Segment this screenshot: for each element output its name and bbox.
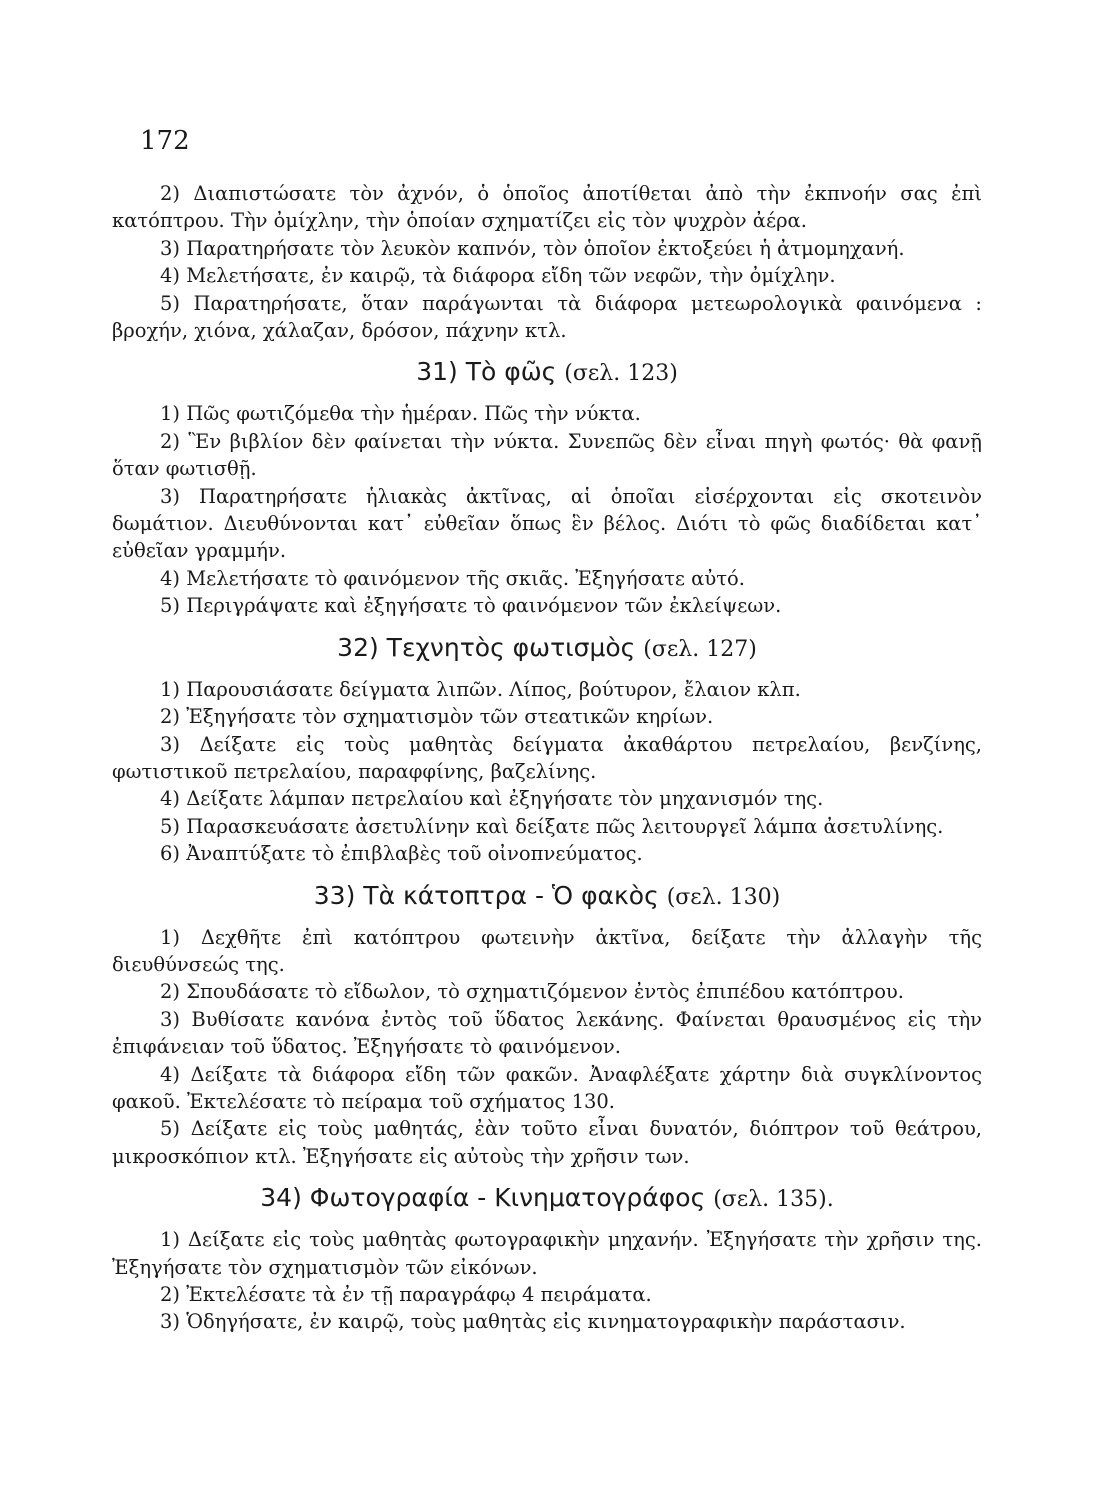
section-heading xyxy=(112,632,982,666)
list-item: 5) Περιγράψατε καὶ ἐξηγήσατε τὸ φαινόμενον τῶν ἐκλείψεων. xyxy=(160,594,782,618)
list-item: 5) Παρατηρήσατε, ὅταν παράγωνται τὰ διάφορα μετεωρολογικὰ φαινόμενα : βροχήν, χιόνα, χάλαζαν, δρόσον, πάχνην κτλ. xyxy=(112,291,982,343)
intro-list xyxy=(112,180,982,344)
section-31 xyxy=(112,356,982,619)
list-item: 5) Παρασκευάσατε ἀσετυλίνην καὶ δείξατε πῶς λειτουργεῖ λάμπα ἀσετυλίνης. xyxy=(160,814,944,838)
list-item: 4) Δείξατε τὰ διάφορα εἴδη τῶν φακῶν. Ἀναφλέξατε χάρτην διὰ συγκλίνοντος φακοῦ. Ἐκτελέσατε τὸ πείραμα τοῦ σχήματος 130. xyxy=(112,1062,982,1113)
section-heading xyxy=(112,880,982,914)
section-heading xyxy=(112,1182,982,1216)
section-page-ref: (σελ. 135). xyxy=(713,1187,834,1213)
list-item: 1) Δεχθῆτε ἐπὶ κατόπτρου φωτεινὴν ἀκτῖνα, δείξατε τὴν ἀλλαγὴν τῆς διευθύνσεώς της. xyxy=(112,925,982,976)
list-item: 2) Ἐκτελέσατε τὰ ἐν τῇ παραγράφῳ 4 πειράματα. xyxy=(160,1283,652,1306)
list-item: 2) Ἐξηγήσατε τὸν σχηματισμὸν τῶν στεατικῶν κηρίων. xyxy=(160,705,714,729)
list-item: 4) Μελετήσατε, ἐν καιρῷ, τὰ διάφορα εἴδη τῶν νεφῶν, τὴν ὀμίχλην. xyxy=(160,264,836,288)
list-item: 2) Διαπιστώσατε τὸν ἀχνόν, ὁ ὁποῖος ἀποτίθεται ἀπὸ τὴν ἐκπνοήν σας ἐπὶ κατόπτρου. Τὴν ὀμίχλην, τὴν ὁποίαν σχηματίζει εἰς τὸν ψυχρὸν ἀέρα. xyxy=(112,182,982,233)
list-item: 1) Πῶς φωτιζόμεθα τὴν ἡμέραν. Πῶς τὴν νύκτα. xyxy=(160,402,641,426)
section-32 xyxy=(112,632,982,868)
section-34 xyxy=(112,1182,982,1336)
section-page-ref: (σελ. 130) xyxy=(666,884,781,910)
list-item: 6) Ἀναπτύξατε τὸ ἐπιβλαβὲς τοῦ οἰνοπνεύματος. xyxy=(160,842,643,866)
section-title: 34) Φωτογραφία - Κινηματογράφος xyxy=(260,1183,706,1213)
list-item: 3) Βυθίσατε κανόνα ἐντὸς τοῦ ὕδατος λεκάνης. Φαίνεται θραυσμένος εἰς τὴν ἐπιφάνειαν τοῦ ὕδατος. Ἐξηγήσατε τὸ φαινόμενον. xyxy=(112,1007,982,1059)
list-item: 1) Δείξατε εἰς τοὺς μαθητὰς φωτογραφικὴν μηχανήν. Ἐξηγήσατε τὴν χρῆσιν της. Ἐξηγήσατε τὸν σχηματισμὸν τῶν εἰκόνων. xyxy=(112,1228,982,1279)
section-title: 31) Τὸ φῶς xyxy=(416,357,557,387)
section-title: 33) Τὰ κάτοπτρα - Ὁ φακὸς xyxy=(313,880,659,910)
list-item: 4) Δείξατε λάμπαν πετρελαίου καὶ ἐξηγήσατε τὸν μηχανισμόν της. xyxy=(160,787,824,811)
list-item: 3) Ὁδηγήσατε, ἐν καιρῷ, τοὺς μαθητὰς εἰς κινηματογραφικὴν παράστασιν. xyxy=(160,1310,906,1334)
list-item: 2) Σπουδάσατε τὸ εἴδωλον, τὸ σχηματιζόμενον ἐντὸς ἐπιπέδου κατόπτρου. xyxy=(160,980,904,1004)
section-title: 32) Τεχνητὸς φωτισμὸς xyxy=(337,632,636,662)
page-content xyxy=(112,180,982,1340)
list-item: 2) Ἓν βιβλίον δὲν φαίνεται τὴν νύκτα. Συνεπῶς δὲν εἶναι πηγὴ φωτός· θὰ φανῇ ὅταν φωτισθῇ. xyxy=(112,429,982,481)
list-item: 4) Μελετήσατε τὸ φαινόμενον τῆς σκιᾶς. Ἐξηγήσατε αὐτό. xyxy=(160,566,745,590)
section-page-ref: (σελ. 127) xyxy=(643,636,757,662)
list-item: 1) Παρουσιάσατε δείγματα λιπῶν. Λίπος, βούτυρον, ἔλαιον κλπ. xyxy=(160,677,801,701)
list-item: 3) Δείξατε εἰς τοὺς μαθητὰς δείγματα ἀκαθάρτου πετρελαίου, βενζίνης, φωτιστικοῦ πετρελαίου, παραφφίνης, βαζελίνης. xyxy=(112,732,982,783)
list-item: 3) Παρατηρήσατε ἡλιακὰς ἀκτῖνας, αἱ ὁποῖαι εἰσέρχονται εἰς σκοτεινὸν δωμάτιον. Διευθύνονται κατ᾿ εὐθεῖαν ὅπως ἓν βέλος. Διότι τὸ φῶς διαδίδεται κατ᾿ εὐθεῖαν γραμμήν. xyxy=(112,484,982,563)
page-number: 172 xyxy=(140,126,190,156)
section-33 xyxy=(112,880,982,1171)
list-item: 5) Δείξατε εἰς τοὺς μαθητάς, ἐὰν τοῦτο εἶναι δυνατόν, διόπτρον τοῦ θεάτρου, μικροσκόπιον κτλ. Ἐξηγήσατε εἰς αὐτοὺς τὴν χρῆσιν των. xyxy=(112,1117,982,1168)
section-heading xyxy=(112,356,982,390)
section-page-ref: (σελ. 123) xyxy=(564,361,678,387)
list-item: 3) Παρατηρήσατε τὸν λευκὸν καπνόν, τὸν ὁποῖον ἐκτοξεύει ἡ ἀτμομηχανή. xyxy=(160,236,905,260)
